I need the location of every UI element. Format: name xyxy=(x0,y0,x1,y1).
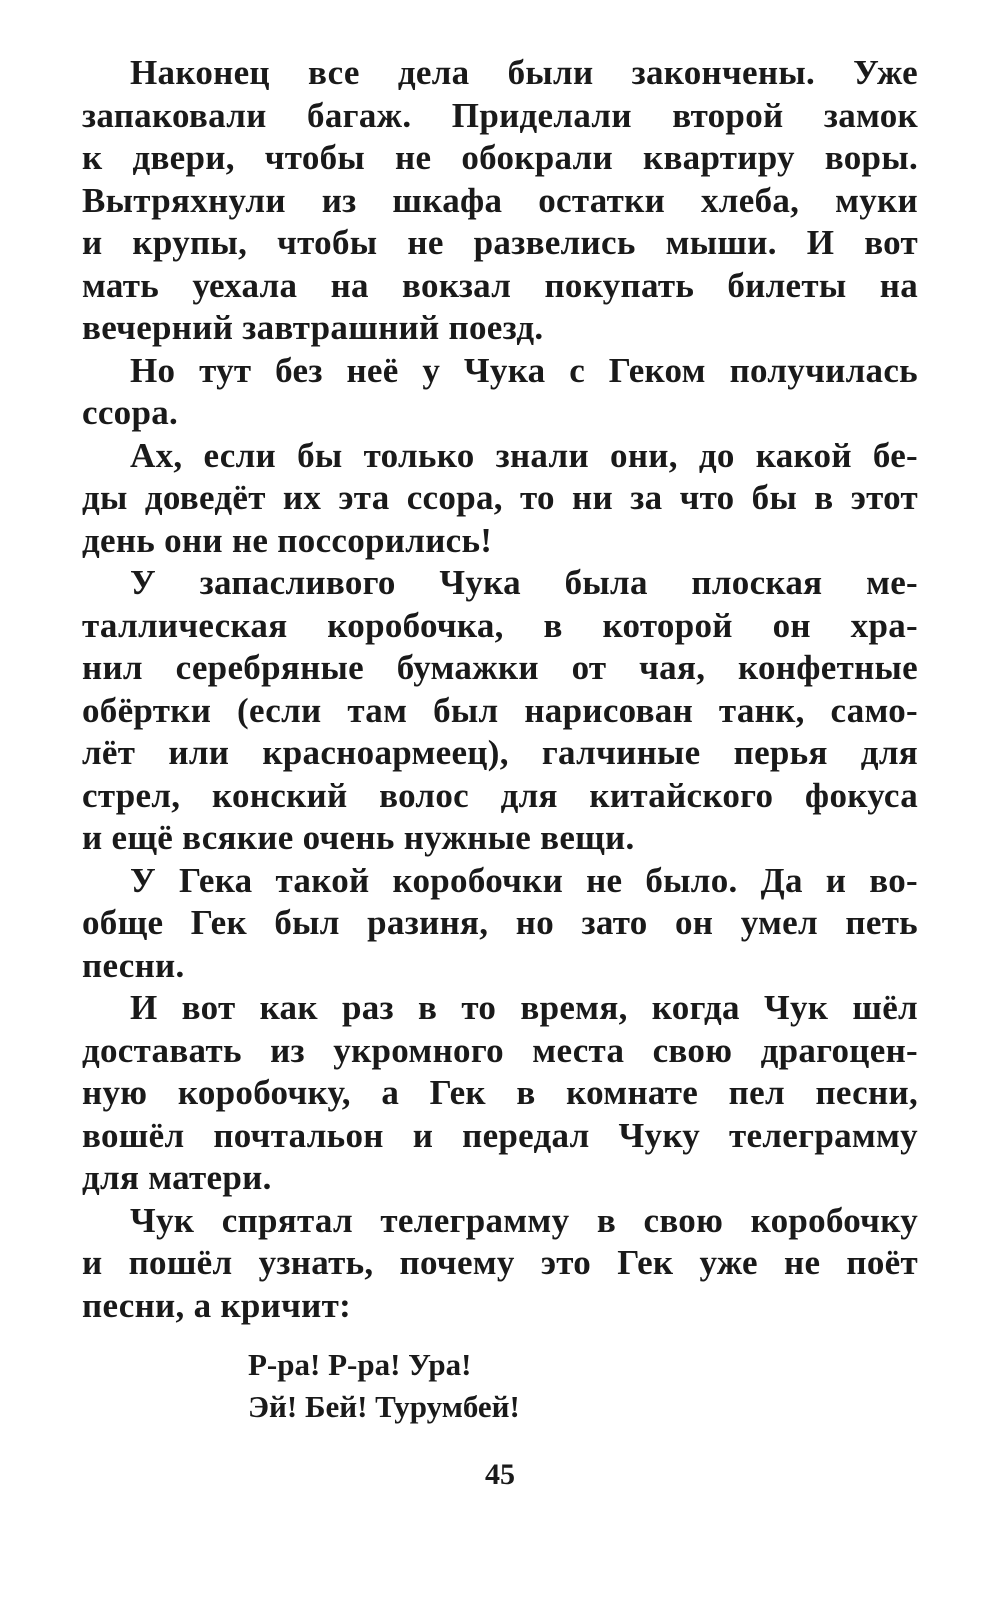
verse-line: Эй! Бей! Турумбей! xyxy=(248,1389,520,1424)
text-line: нил серебряные бумажки от чая, конфетные xyxy=(82,648,918,687)
paragraph-7 xyxy=(82,1200,918,1328)
paragraph-1 xyxy=(82,52,918,350)
text-line: У Гека такой коробочки не было. Да и во- xyxy=(130,860,918,900)
text-line: для матери. xyxy=(82,1158,272,1197)
text-line: и ещё всякие очень нужные вещи. xyxy=(82,818,635,857)
text-line: вошёл почтальон и передал Чуку телеграмму xyxy=(82,1115,918,1155)
paragraph-6 xyxy=(82,987,918,1200)
text-line: песни. xyxy=(82,945,185,985)
text-line: и пошёл узнать, почему это Гек уже не поёт xyxy=(82,1243,918,1282)
text-line: запаковали багаж. Приделали второй замок xyxy=(82,95,918,135)
text-line: стрел, конский волос для китайского фокуса xyxy=(82,775,918,815)
text-line: Ах, если бы только знали они, до какой бе- xyxy=(130,435,918,475)
text-line: таллическая коробочка, в которой он хра- xyxy=(82,605,918,645)
text-line: мать уехала на вокзал покупать билеты на xyxy=(82,265,918,305)
text-line: Наконец все дела были закончены. Уже xyxy=(130,53,918,92)
book-page-text xyxy=(82,52,918,1327)
paragraph-4 xyxy=(82,562,918,860)
text-line: к двери, чтобы не обокрали квартиру воры. xyxy=(82,138,918,177)
paragraph-3 xyxy=(82,435,918,563)
text-line: обёртки (если там был нарисован танк, само- xyxy=(82,690,918,730)
text-line: день они не поссорились! xyxy=(82,520,493,560)
text-line: ды доведёт их эта ссора, то ни за что бы в этот xyxy=(82,478,918,517)
text-line: вечерний завтрашний поезд. xyxy=(82,308,544,347)
text-line: И вот как раз в то время, когда Чук шёл xyxy=(130,988,918,1027)
text-line: ную коробочку, а Гек в комнате пел песни, xyxy=(82,1073,918,1112)
text-line: лёт или красноармеец), галчиные перья для xyxy=(82,733,918,772)
text-line: Чук спрятал телеграмму в свою коробочку xyxy=(130,1200,918,1240)
text-line: Но тут без неё у Чука с Геком получилась xyxy=(130,350,918,390)
text-line: ссора. xyxy=(82,393,179,432)
text-line: песни, а кричит: xyxy=(82,1285,352,1325)
verse-line: Р-ра! Р-ра! Ура! xyxy=(248,1347,472,1382)
text-line: обще Гек был разиня, но зато он умел петь xyxy=(82,903,918,942)
text-line: У запасливого Чука была плоская ме- xyxy=(130,563,918,602)
text-line: доставать из укромного места свою драгоцен- xyxy=(82,1030,918,1070)
song-verse xyxy=(248,1344,520,1428)
text-line: и крупы, чтобы не развелись мыши. И вот xyxy=(82,223,918,262)
paragraph-5 xyxy=(82,860,918,988)
text-line: Вытряхнули из шкафа остатки хлеба, муки xyxy=(82,180,918,220)
paragraph-2 xyxy=(82,350,918,435)
page-number: 45 xyxy=(485,1458,515,1491)
